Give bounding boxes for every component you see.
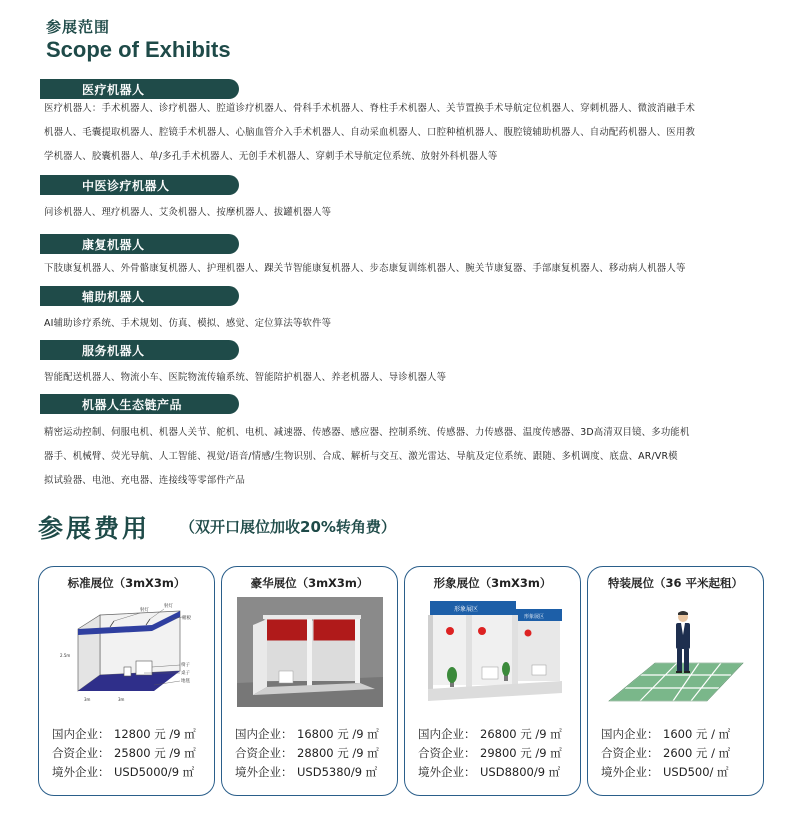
price-joint	[52, 745, 196, 761]
price-overseas	[52, 764, 194, 780]
price-domestic	[52, 726, 196, 742]
category-desc-assist	[44, 312, 772, 336]
category-bar-ecosystem	[40, 394, 239, 414]
standard-booth-drawing	[54, 597, 200, 707]
desc-line: 学机器人、胶囊机器人、单/多孔手术机器人、无创手术机器人、穿刺手术导航定位系统、放射外科机器人等	[44, 151, 498, 162]
booth-title: 豪华展位（3mX3m）	[250, 576, 369, 590]
price-domestic	[601, 726, 730, 742]
price-overseas	[418, 764, 560, 780]
price-label: 境外企业：	[235, 765, 293, 779]
price-label: 国内企业：	[235, 727, 293, 741]
price-joint	[418, 745, 562, 761]
category-desc-tcm	[44, 201, 772, 225]
category-label: 中医诊疗机器人	[82, 179, 170, 193]
luxury-booth-render	[237, 597, 383, 707]
price-value: 25800 元 /9 ㎡	[114, 746, 196, 760]
category-bar-medical	[40, 79, 239, 99]
desc-line: 器手、机械臂、荧光导航、人工智能、视觉/语音/情感/生物识别、合成、解析与交互、激光雷达、导航及定位系统、跟随、多机调度、底盘、AR/VR模	[44, 451, 678, 462]
raw-space-illustration	[603, 597, 749, 707]
header-board-label: 形象展区	[524, 614, 545, 620]
category-label: 服务机器人	[82, 344, 145, 358]
price-joint	[235, 745, 379, 761]
desc-line: AI辅助诊疗系统、手术规划、仿真、模拟、感觉、定位算法等软件等	[44, 318, 332, 329]
image-booth-render	[420, 597, 566, 707]
category-label: 辅助机器人	[82, 290, 145, 304]
category-label: 机器人生态链产品	[82, 398, 183, 412]
desc-line: 精密运动控制、伺服电机、机器人关节、舵机、电机、减速器、传感器、感应器、控制系统、传感器、力传感器、温度传感器、3D高清双目镜、多功能机	[44, 427, 690, 438]
price-value: 26800 元 /9 ㎡	[480, 727, 562, 741]
category-desc-rehab	[44, 257, 772, 281]
price-label: 境外企业：	[601, 765, 659, 779]
price-label: 合资企业：	[418, 746, 476, 760]
price-value: 16800 元 /9 ㎡	[297, 727, 379, 741]
desc-line: 医疗机器人：手术机器人、诊疗机器人、腔道诊疗机器人、骨科手术机器人、脊柱手术机器人、关节置换手术导航定位机器人、穿刺机器人、微波消融手术	[44, 103, 696, 114]
booth-title: 标准展位（3mX3m）	[67, 576, 186, 590]
fees-subtitle: （双开口展位加收20%转角费）	[180, 518, 396, 536]
price-value: USD8800/9 ㎡	[480, 765, 561, 779]
desc-line: 下肢康复机器人、外骨骼康复机器人、护理机器人、踝关节智能康复机器人、步态康复训练机器人、腕关节康复器、手部康复机器人、移动病人机器人等	[44, 263, 686, 274]
fees-title: 参展费用	[38, 514, 151, 543]
price-label: 境外企业：	[52, 765, 110, 779]
booth-title: 形象展位（3mX3m）	[433, 576, 552, 590]
label-spotlight: 射灯	[140, 608, 149, 613]
category-desc-medical	[44, 97, 772, 169]
label-spotlight: 射灯	[164, 604, 173, 609]
price-value: 28800 元 /9 ㎡	[297, 746, 379, 760]
booth-card-standard	[38, 566, 215, 796]
price-value: USD5000/9 ㎡	[114, 765, 195, 779]
price-label: 合资企业：	[235, 746, 293, 760]
price-label: 国内企业：	[601, 727, 659, 741]
price-value: USD5380/9 ㎡	[297, 765, 378, 779]
price-value: 29800 元 /9 ㎡	[480, 746, 562, 760]
category-desc-service	[44, 366, 772, 390]
label-depth: 3m	[84, 697, 91, 702]
price-value: USD500/ ㎡	[663, 765, 729, 779]
category-desc-ecosystem	[44, 421, 772, 493]
price-label: 境外企业：	[418, 765, 476, 779]
price-label: 合资企业：	[601, 746, 659, 760]
section-title-en: Scope of Exhibits	[46, 37, 231, 62]
booth-card-image	[404, 566, 581, 796]
label-fascia: 楣板	[182, 616, 191, 621]
category-label: 康复机器人	[82, 238, 145, 252]
desc-line: 智能配送机器人、物流小车、医院物流传输系统、智能陪护机器人、养老机器人、导诊机器人等	[44, 372, 447, 383]
booth-card-luxury	[221, 566, 398, 796]
price-overseas	[235, 764, 377, 780]
booth-card-raw-space	[587, 566, 764, 796]
category-bar-service	[40, 340, 239, 360]
price-value: 12800 元 /9 ㎡	[114, 727, 196, 741]
price-overseas	[601, 764, 729, 780]
price-value: 2600 元 / ㎡	[663, 746, 731, 760]
section-title-cn: 参展范围	[46, 18, 111, 36]
desc-line: 机器人、毛囊提取机器人、腔镜手术机器人、心脑血管介入手术机器人、自动采血机器人、口腔种植机器人、腹腔镜辅助机器人、自动配药机器人、医用教	[44, 127, 696, 138]
price-label: 合资企业：	[52, 746, 110, 760]
category-bar-tcm	[40, 175, 239, 195]
label-width: 3m	[118, 697, 125, 702]
header-board-label: 形象展区	[454, 606, 479, 613]
price-domestic	[235, 726, 379, 742]
label-height: 2.5m	[60, 653, 71, 658]
desc-line: 问诊机器人、理疗机器人、艾灸机器人、按摩机器人、拔罐机器人等	[44, 207, 332, 218]
price-joint	[601, 745, 730, 761]
category-bar-assist	[40, 286, 239, 306]
category-label: 医疗机器人	[82, 83, 145, 97]
category-bar-rehab	[40, 234, 239, 254]
label-table: 桌子	[181, 671, 190, 676]
desc-line: 拟试验器、电池、充电器、连接线等零部件产品	[44, 475, 246, 486]
booth-title: 特装展位（36 平米起租）	[607, 576, 743, 590]
price-label: 国内企业：	[418, 727, 476, 741]
label-chair: 椅子	[181, 663, 190, 668]
price-value: 1600 元 / ㎡	[663, 727, 731, 741]
price-label: 国内企业：	[52, 727, 110, 741]
price-domestic	[418, 726, 562, 742]
label-carpet: 地毯	[181, 679, 190, 684]
